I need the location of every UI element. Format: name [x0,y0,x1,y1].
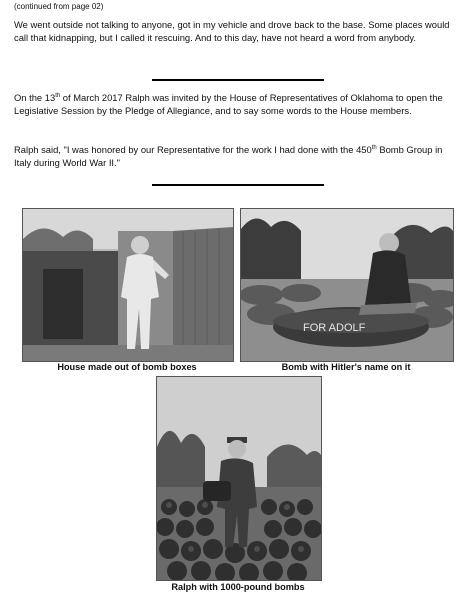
p2-text-before: On the 13 [14,92,56,103]
divider-rule [152,79,324,81]
photo-ralph-bombs [156,376,322,581]
photo-bomb-hitler-name [240,208,454,362]
photo-caption: Ralph with 1000-pound bombs [171,582,305,592]
continued-note: (continued from page 02) [14,2,104,11]
p3-text-before: Ralph said, "I was honored by our Representative for the work I had done with the 450 [14,144,372,155]
p3-superscript: th [371,144,377,151]
paragraph-rescue: We went outside not talking to anyone, got in my vehicle and drove back to the base. Some places would call that kidnapping, but I called it rescuing. And to this day, have not heard a word from anybody. [14,19,450,43]
p3-text-after: Bomb Group in Italy during World War II." [14,144,443,168]
divider-rule [152,184,324,186]
photo-caption: Bomb with Hitler's name on it [281,362,411,372]
photo-house-bomb-boxes [22,208,234,362]
bomb-inscription: FOR ADOLF [303,322,366,334]
p2-superscript: th [55,92,61,99]
photo-caption: House made out of bomb boxes [57,362,197,372]
paragraph-legislature [14,92,462,117]
p2-text-after: of March 2017 Ralph was invited by the House of Representatives of Oklahoma to open the Legislative Session by the Pledge of Allegiance, and to say some words to the House members. [14,92,443,116]
paragraph-quote [14,144,462,169]
